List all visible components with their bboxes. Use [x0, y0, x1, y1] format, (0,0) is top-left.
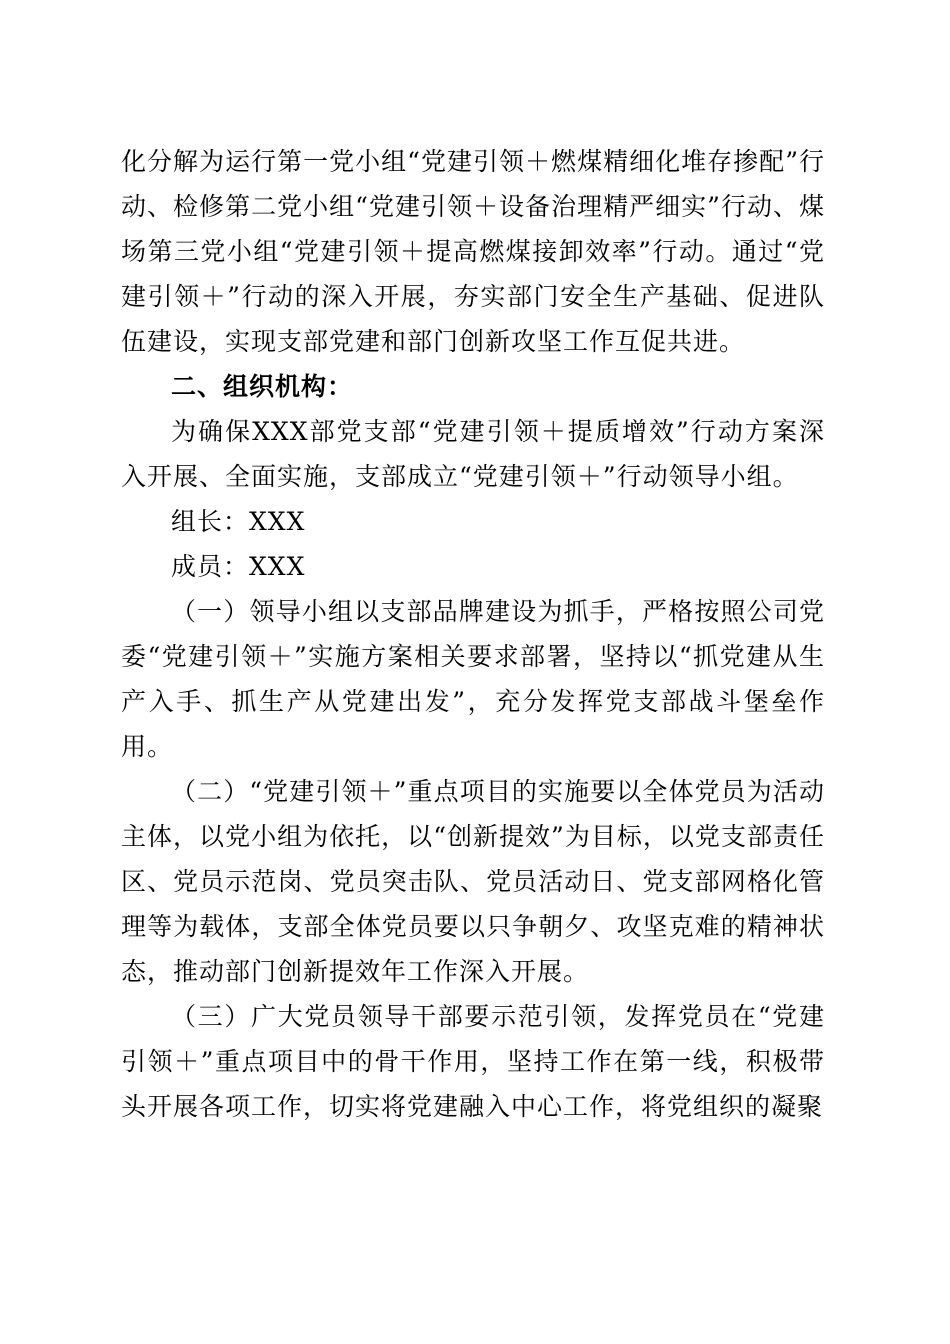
section-heading-organization: 二、组织机构：	[171, 372, 354, 401]
paragraph-group-leader: 组长：XXX	[171, 507, 306, 536]
document-body	[121, 139, 825, 1129]
paragraph-leading-group-intro: 为确保XXX部党支部“党建引领＋提质增效”行动方案深入开展、全面实施，支部成立“党建引领＋”行动领导小组。	[121, 417, 825, 491]
paragraph-item-1: （一）领导小组以支部品牌建设为抓手，严格按照公司党委“党建引领＋”实施方案相关要求部署，坚持以“抓党建从生产入手、抓生产从党建出发”，充分发挥党支部战斗堡垒作用。	[121, 597, 825, 761]
paragraph-group-members: 成员：XXX	[171, 552, 306, 581]
paragraph-continuation: 化分解为运行第一党小组“党建引领＋燃煤精细化堆存掺配”行动、检修第二党小组“党建引领＋设备治理精严细实”行动、煤场第三党小组“党建引领＋提高燃煤接卸效率”行动。通过“党建引领＋”行动的深入开展，夯实部门安全生产基础、促进队伍建设，实现支部党建和部门创新攻坚工作互促共进。	[121, 147, 825, 356]
paragraph-item-3: （三）广大党员领导干部要示范引领，发挥党员在“党建引领＋”重点项目中的骨干作用，坚持工作在第一线，积极带头开展各项工作，切实将党建融入中心工作，将党组织的凝聚	[121, 1002, 825, 1121]
paragraph-item-2: （二）“党建引领＋”重点项目的实施要以全体党员为活动主体，以党小组为依托，以“创新提效”为目标，以党支部责任区、党员示范岗、党员突击队、党员活动日、党支部网格化管理等为载体，支部全体党员要以只争朝夕、攻坚克难的精神状态，推动部门创新提效年工作深入开展。	[121, 777, 825, 986]
